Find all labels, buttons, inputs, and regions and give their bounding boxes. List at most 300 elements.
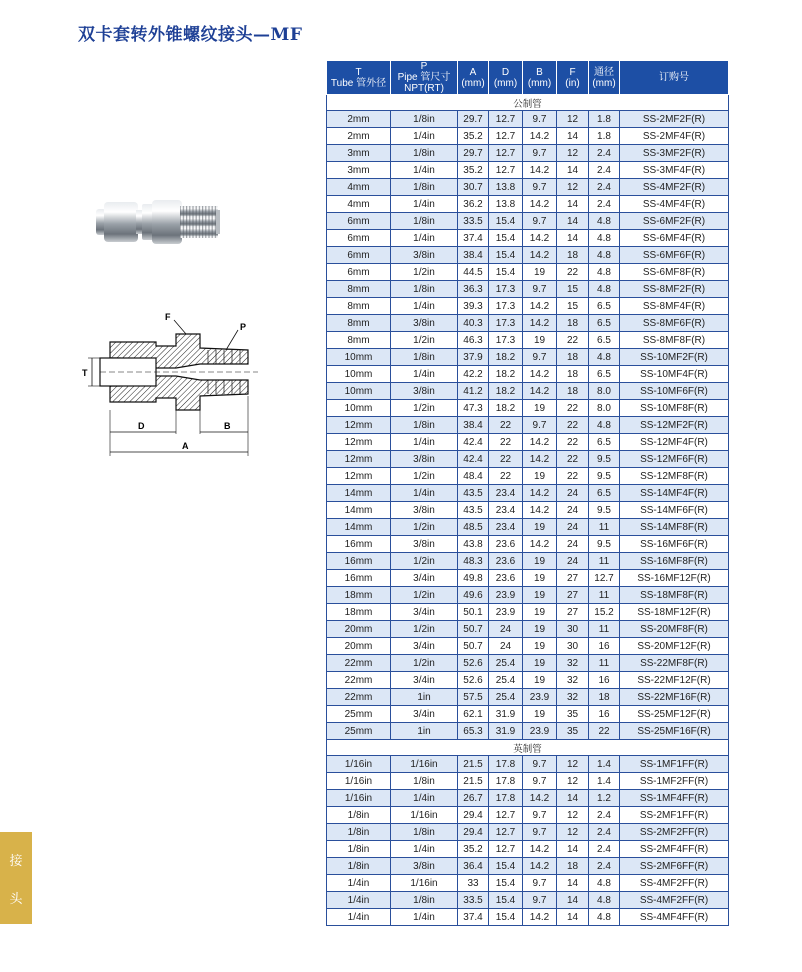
table-cell: SS-16MF12F(R) [620, 570, 729, 587]
table-cell: 17.8 [489, 790, 523, 807]
table-row [327, 536, 729, 553]
table-cell: 1/8in [327, 807, 391, 824]
table-cell: SS-8MF2F(R) [620, 281, 729, 298]
table-cell: 1.4 [589, 773, 620, 790]
table-cell: 1/8in [391, 417, 458, 434]
table-row [327, 485, 729, 502]
label-b: B [224, 421, 231, 431]
table-cell: 4.8 [589, 264, 620, 281]
table-cell: SS-3MF2F(R) [620, 145, 729, 162]
table-cell: 30 [557, 638, 589, 655]
table-cell: 22mm [327, 655, 391, 672]
table-cell: 18mm [327, 587, 391, 604]
table-cell: 15.4 [489, 909, 523, 926]
table-row [327, 621, 729, 638]
table-cell: 11 [589, 553, 620, 570]
table-cell: 19 [523, 604, 557, 621]
table-cell: 24 [557, 536, 589, 553]
table-cell: 50.7 [458, 638, 489, 655]
table-cell: SS-18MF8F(R) [620, 587, 729, 604]
table-cell: 6mm [327, 213, 391, 230]
table-cell: 1.4 [589, 756, 620, 773]
table-cell: 18.2 [489, 383, 523, 400]
table-cell: 22 [489, 468, 523, 485]
side-tab-char-2: 头 [9, 891, 23, 907]
table-row [327, 366, 729, 383]
table-cell: SS-2MF4FF(R) [620, 841, 729, 858]
label-t: T [82, 368, 88, 378]
table-cell: 16 [589, 638, 620, 655]
table-cell: 12mm [327, 451, 391, 468]
table-cell: 33 [458, 875, 489, 892]
table-body [327, 95, 729, 926]
table-cell: 12 [557, 824, 589, 841]
table-row [327, 213, 729, 230]
table-row [327, 773, 729, 790]
table-row [327, 689, 729, 706]
table-cell: 38.4 [458, 417, 489, 434]
section-header-row [327, 740, 729, 756]
table-row [327, 553, 729, 570]
table-row [327, 519, 729, 536]
table-cell: 23.9 [523, 723, 557, 740]
table-cell: 15.4 [489, 213, 523, 230]
table-cell: 14 [557, 196, 589, 213]
table-cell: 1/2in [391, 519, 458, 536]
table-cell: 15.2 [589, 604, 620, 621]
table-cell: 20mm [327, 621, 391, 638]
table-row [327, 417, 729, 434]
table-cell: SS-25MF12F(R) [620, 706, 729, 723]
table-cell: SS-18MF12F(R) [620, 604, 729, 621]
table-cell: 19 [523, 570, 557, 587]
table-cell: 1/8in [391, 892, 458, 909]
table-row [327, 807, 729, 824]
table-cell: 12 [557, 111, 589, 128]
table-cell: 19 [523, 332, 557, 349]
table-cell: 4.8 [589, 417, 620, 434]
table-cell: 1/4in [391, 298, 458, 315]
table-cell: SS-22MF12F(R) [620, 672, 729, 689]
table-cell: 9.7 [523, 773, 557, 790]
table-cell: SS-1MF4FF(R) [620, 790, 729, 807]
table-cell: 1/2in [391, 553, 458, 570]
table-cell: 3/8in [391, 502, 458, 519]
table-cell: SS-10MF2F(R) [620, 349, 729, 366]
table-cell: 12mm [327, 434, 391, 451]
table-cell: 1/4in [391, 434, 458, 451]
table-cell: 9.5 [589, 451, 620, 468]
table-cell: 4.8 [589, 875, 620, 892]
table-cell: 9.7 [523, 349, 557, 366]
table-cell: 14.2 [523, 841, 557, 858]
table-cell: 1/8in [391, 179, 458, 196]
table-row [327, 298, 729, 315]
table-cell: SS-22MF16F(R) [620, 689, 729, 706]
table-cell: 1.8 [589, 128, 620, 145]
table-cell: 43.5 [458, 502, 489, 519]
table-cell: 27 [557, 604, 589, 621]
table-cell: 19 [523, 468, 557, 485]
table-cell: SS-3MF4F(R) [620, 162, 729, 179]
table-cell: 42.4 [458, 434, 489, 451]
table-cell: 1/2in [391, 400, 458, 417]
table-cell: SS-12MF6F(R) [620, 451, 729, 468]
table-cell: SS-2MF1FF(R) [620, 807, 729, 824]
label-d: D [138, 421, 145, 431]
table-cell: 1/4in [327, 892, 391, 909]
table-cell: 1/16in [327, 773, 391, 790]
table-cell: SS-8MF8F(R) [620, 332, 729, 349]
table-cell: 1/8in [391, 281, 458, 298]
table-row [327, 179, 729, 196]
table-cell: 22mm [327, 672, 391, 689]
section-label: 英制管 [327, 740, 729, 756]
table-cell: 23.9 [523, 689, 557, 706]
table-row [327, 604, 729, 621]
table-row [327, 723, 729, 740]
table-cell: SS-4MF2FF(R) [620, 892, 729, 909]
table-cell: 21.5 [458, 773, 489, 790]
table-cell: 2.4 [589, 145, 620, 162]
table-cell: 1/4in [391, 128, 458, 145]
table-cell: 3/4in [391, 570, 458, 587]
table-cell: 4.8 [589, 349, 620, 366]
table-cell: 16 [589, 672, 620, 689]
table-cell: 30 [557, 621, 589, 638]
side-tab-char-1: 接 [9, 853, 23, 869]
table-cell: 23.4 [489, 502, 523, 519]
table-cell: 9.7 [523, 824, 557, 841]
table-cell: 2.4 [589, 858, 620, 875]
col-header-a: A (mm) [458, 61, 489, 95]
table-cell: 14.2 [523, 315, 557, 332]
table-cell: 8.0 [589, 383, 620, 400]
table-cell: 1/8in [391, 145, 458, 162]
table-cell: 9.7 [523, 145, 557, 162]
table-cell: 29.4 [458, 824, 489, 841]
table-cell: 23.9 [489, 587, 523, 604]
table-cell: 1/4in [391, 162, 458, 179]
table-cell: SS-16MF6F(R) [620, 536, 729, 553]
table-cell: SS-4MF4F(R) [620, 196, 729, 213]
table-cell: 35 [557, 706, 589, 723]
table-cell: 19 [523, 655, 557, 672]
table-cell: 14.2 [523, 196, 557, 213]
table-row [327, 145, 729, 162]
table-cell: 10mm [327, 400, 391, 417]
table-cell: 1/4in [391, 790, 458, 807]
table-cell: 14 [557, 841, 589, 858]
table-cell: 4.8 [589, 213, 620, 230]
label-p: P [240, 322, 247, 332]
table-cell: 15.4 [489, 247, 523, 264]
dimension-drawing [78, 306, 274, 462]
table-cell: 22 [557, 434, 589, 451]
col-header-f: F (in) [557, 61, 589, 95]
table-cell: 18 [557, 858, 589, 875]
table-cell: SS-2MF4F(R) [620, 128, 729, 145]
table-cell: 17.8 [489, 773, 523, 790]
table-row [327, 111, 729, 128]
table-cell: 14 [557, 790, 589, 807]
table-cell: 14mm [327, 519, 391, 536]
table-cell: 3/8in [391, 858, 458, 875]
table-cell: 23.4 [489, 485, 523, 502]
table-cell: 19 [523, 400, 557, 417]
table-row [327, 841, 729, 858]
table-cell: 4.8 [589, 892, 620, 909]
table-row [327, 468, 729, 485]
table-cell: 14.2 [523, 485, 557, 502]
table-cell: 36.4 [458, 858, 489, 875]
table-cell: 1/8in [327, 858, 391, 875]
table-cell: 1/4in [391, 196, 458, 213]
table-cell: SS-8MF4F(R) [620, 298, 729, 315]
table-cell: 12.7 [489, 807, 523, 824]
table-cell: 31.9 [489, 706, 523, 723]
table-cell: 3mm [327, 162, 391, 179]
table-header-row [327, 61, 729, 95]
table-cell: 12.7 [489, 111, 523, 128]
table-row [327, 247, 729, 264]
table-cell: 4mm [327, 179, 391, 196]
table-row [327, 264, 729, 281]
table-cell: 30.7 [458, 179, 489, 196]
table-cell: 15 [557, 298, 589, 315]
table-cell: 57.5 [458, 689, 489, 706]
table-cell: 31.9 [489, 723, 523, 740]
table-cell: 19 [523, 553, 557, 570]
table-cell: SS-2MF2FF(R) [620, 824, 729, 841]
table-cell: SS-12MF4F(R) [620, 434, 729, 451]
table-cell: 49.6 [458, 587, 489, 604]
col-header-pipe: P Pipe 管尺寸 NPT(RT) [391, 61, 458, 95]
table-cell: SS-16MF8F(R) [620, 553, 729, 570]
table-cell: 6.5 [589, 434, 620, 451]
table-cell: 10mm [327, 383, 391, 400]
table-cell: 1/16in [391, 756, 458, 773]
table-cell: 44.5 [458, 264, 489, 281]
table-cell: 9.7 [523, 875, 557, 892]
table-cell: 15.4 [489, 230, 523, 247]
table-cell: SS-6MF6F(R) [620, 247, 729, 264]
table-cell: 16mm [327, 536, 391, 553]
table-cell: 9.7 [523, 756, 557, 773]
table-cell: 1/16in [327, 756, 391, 773]
table-cell: 25.4 [489, 689, 523, 706]
table-cell: 3/8in [391, 536, 458, 553]
table-cell: 18.2 [489, 366, 523, 383]
table-cell: SS-2MF6FF(R) [620, 858, 729, 875]
table-cell: SS-20MF12F(R) [620, 638, 729, 655]
table-cell: 18mm [327, 604, 391, 621]
table-cell: 49.8 [458, 570, 489, 587]
table-cell: 32 [557, 672, 589, 689]
table-cell: 24 [557, 485, 589, 502]
table-cell: SS-1MF2FF(R) [620, 773, 729, 790]
table-cell: 18 [557, 349, 589, 366]
table-row [327, 909, 729, 926]
table-cell: 1/8in [391, 349, 458, 366]
table-cell: 2mm [327, 111, 391, 128]
table-cell: 48.5 [458, 519, 489, 536]
table-cell: 1/16in [391, 807, 458, 824]
table-cell: 1/4in [327, 875, 391, 892]
table-cell: 1/2in [391, 655, 458, 672]
table-cell: 16mm [327, 570, 391, 587]
table-row [327, 706, 729, 723]
table-cell: 1/4in [391, 485, 458, 502]
table-cell: 1.8 [589, 111, 620, 128]
table-cell: 1/4in [327, 909, 391, 926]
table-cell: 2.4 [589, 196, 620, 213]
table-cell: SS-2MF2F(R) [620, 111, 729, 128]
table-cell: 65.3 [458, 723, 489, 740]
table-cell: 1/2in [391, 587, 458, 604]
table-cell: 50.7 [458, 621, 489, 638]
table-cell: 14.2 [523, 858, 557, 875]
table-cell: 12 [557, 773, 589, 790]
table-cell: 12.7 [489, 841, 523, 858]
col-header-order-no: 订购号 [620, 61, 729, 95]
table-cell: SS-12MF2F(R) [620, 417, 729, 434]
table-cell: 12mm [327, 417, 391, 434]
table-cell: 18 [557, 315, 589, 332]
table-cell: 4.8 [589, 247, 620, 264]
table-cell: 12.7 [489, 824, 523, 841]
table-cell: 1/4in [391, 366, 458, 383]
table-cell: 15 [557, 281, 589, 298]
table-cell: SS-6MF2F(R) [620, 213, 729, 230]
table-cell: 14.2 [523, 162, 557, 179]
table-cell: 14.2 [523, 451, 557, 468]
table-cell: SS-10MF4F(R) [620, 366, 729, 383]
table-cell: 2.4 [589, 179, 620, 196]
table-cell: 35.2 [458, 841, 489, 858]
table-cell: 1/2in [391, 264, 458, 281]
col-header-b: B (mm) [523, 61, 557, 95]
table-cell: 23.6 [489, 536, 523, 553]
table-cell: 10mm [327, 349, 391, 366]
table-cell: 8mm [327, 298, 391, 315]
table-cell: 35 [557, 723, 589, 740]
table-cell: 17.3 [489, 281, 523, 298]
table-row [327, 281, 729, 298]
table-cell: 14 [557, 892, 589, 909]
table-cell: SS-12MF8F(R) [620, 468, 729, 485]
table-cell: 36.3 [458, 281, 489, 298]
table-cell: 22 [557, 451, 589, 468]
table-cell: 3/8in [391, 247, 458, 264]
table-cell: 1/8in [391, 773, 458, 790]
table-cell: 35.2 [458, 162, 489, 179]
table-cell: SS-6MF8F(R) [620, 264, 729, 281]
table-cell: 33.5 [458, 892, 489, 909]
table-cell: 37.4 [458, 909, 489, 926]
table-cell: 1/2in [391, 468, 458, 485]
table-cell: 2.4 [589, 841, 620, 858]
table-cell: 40.3 [458, 315, 489, 332]
table-cell: 14.2 [523, 247, 557, 264]
table-cell: 2.4 [589, 807, 620, 824]
table-cell: 12.7 [489, 145, 523, 162]
table-cell: 14.2 [523, 434, 557, 451]
table-cell: SS-14MF8F(R) [620, 519, 729, 536]
table-cell: 2.4 [589, 162, 620, 179]
label-f: F [165, 312, 171, 322]
table-cell: 15.4 [489, 875, 523, 892]
table-cell: 3/8in [391, 383, 458, 400]
table-cell: 19 [523, 519, 557, 536]
table-cell: 18 [557, 383, 589, 400]
table-cell: 27 [557, 570, 589, 587]
table-cell: 14.2 [523, 366, 557, 383]
table-cell: 14 [557, 230, 589, 247]
table-cell: 24 [489, 621, 523, 638]
table-cell: 19 [523, 621, 557, 638]
table-cell: 1in [391, 723, 458, 740]
table-cell: 11 [589, 655, 620, 672]
table-cell: 17.3 [489, 315, 523, 332]
table-cell: 25.4 [489, 672, 523, 689]
table-cell: 6.5 [589, 315, 620, 332]
page-title: 双卡套转外锥螺纹接头—MF [78, 25, 303, 45]
table-cell: 13.8 [489, 196, 523, 213]
fitting-photo [90, 166, 240, 276]
col-header-d: D (mm) [489, 61, 523, 95]
table-cell: 42.4 [458, 451, 489, 468]
table-cell: 19 [523, 587, 557, 604]
table-row [327, 162, 729, 179]
table-cell: 14.2 [523, 383, 557, 400]
table-cell: 22 [557, 264, 589, 281]
table-cell: 22 [557, 468, 589, 485]
table-cell: 3/4in [391, 672, 458, 689]
table-cell: 9.7 [523, 417, 557, 434]
table-cell: 14.2 [523, 909, 557, 926]
table-cell: 11 [589, 519, 620, 536]
table-cell: 29.7 [458, 111, 489, 128]
table-cell: 1/2in [391, 332, 458, 349]
spec-table [326, 60, 729, 926]
table-row [327, 570, 729, 587]
table-cell: 22 [489, 434, 523, 451]
table-cell: 3/4in [391, 638, 458, 655]
table-cell: 19 [523, 706, 557, 723]
table-cell: 38.4 [458, 247, 489, 264]
table-cell: 14.2 [523, 536, 557, 553]
table-cell: 10mm [327, 366, 391, 383]
table-row [327, 434, 729, 451]
table-row [327, 824, 729, 841]
table-cell: 15.4 [489, 264, 523, 281]
table-cell: 11 [589, 587, 620, 604]
table-cell: 14.2 [523, 128, 557, 145]
table-cell: 6.5 [589, 366, 620, 383]
table-cell: 22 [589, 723, 620, 740]
label-a: A [182, 441, 189, 451]
table-cell: 3/8in [391, 451, 458, 468]
table-row [327, 400, 729, 417]
table-cell: 23.6 [489, 570, 523, 587]
table-cell: 9.7 [523, 213, 557, 230]
table-cell: 14.2 [523, 298, 557, 315]
table-cell: 16mm [327, 553, 391, 570]
table-cell: 3/8in [391, 315, 458, 332]
table-cell: 4mm [327, 196, 391, 213]
table-cell: 2.4 [589, 824, 620, 841]
